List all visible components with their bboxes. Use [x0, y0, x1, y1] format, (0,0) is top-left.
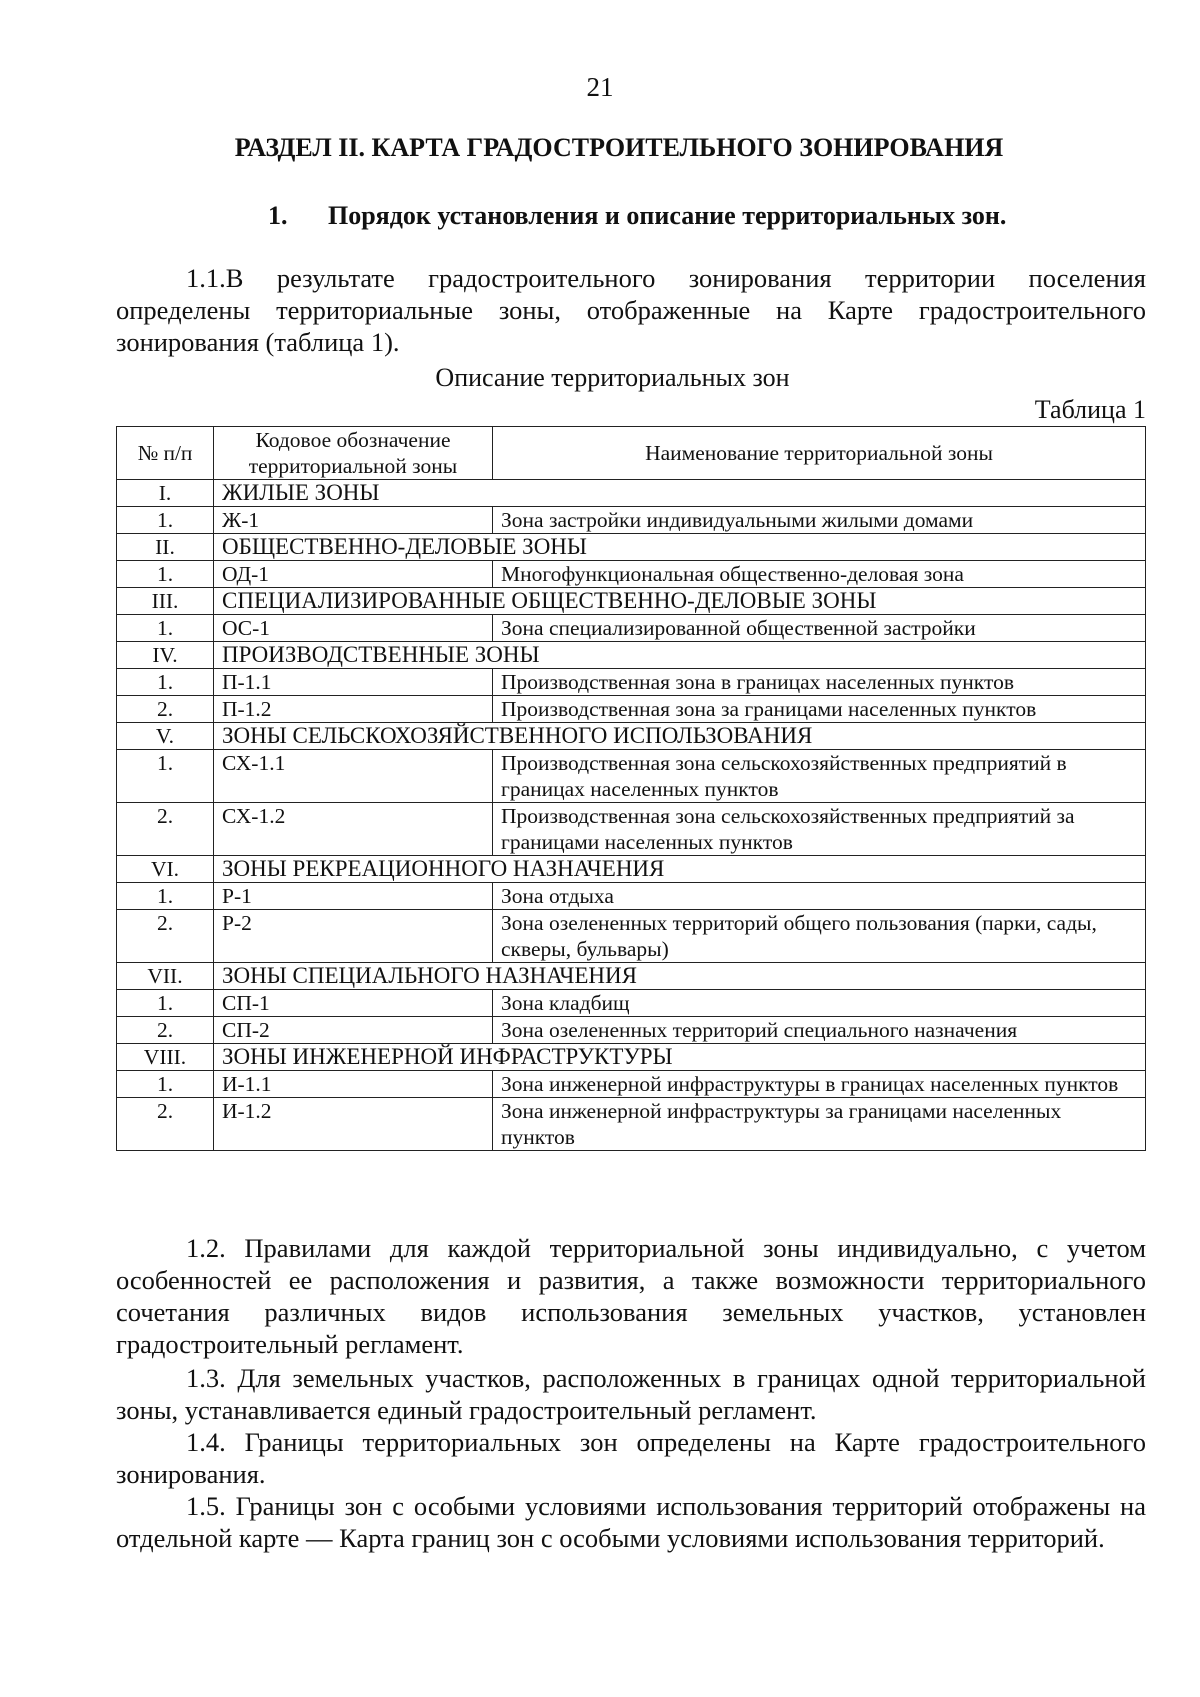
zone-name: Зона инженерной инфраструктуры за границами населенных пунктов — [493, 1098, 1146, 1151]
row-number: IV. — [117, 642, 214, 669]
table-section-row — [117, 642, 1146, 669]
row-number: VIII. — [117, 1044, 214, 1071]
subsection-number: 1. — [268, 201, 288, 230]
paragraph-1-1 — [116, 262, 1146, 358]
table-row — [117, 803, 1146, 856]
table-row — [117, 1071, 1146, 1098]
page-number: 21 — [586, 72, 614, 102]
table-section-row — [117, 588, 1146, 615]
paragraph-1-1-text: 1.1.В результате градостроительного зонирования территории поселения определены территориальные зоны, отображенные на Карте градостроительного зонирования (таблица 1). — [116, 263, 1146, 357]
zone-name: Зона отдыха — [493, 883, 1146, 910]
table-section-row — [117, 534, 1146, 561]
row-number: 2. — [117, 910, 214, 963]
row-number: 1. — [117, 615, 214, 642]
zone-name: Производственная зона сельскохозяйственных предприятий за границами населенных пунктов — [493, 803, 1146, 856]
table-row — [117, 750, 1146, 803]
zone-code: Р-1 — [214, 883, 493, 910]
zone-name: Производственная зона в границах населенных пунктов — [493, 669, 1146, 696]
zone-name: Зона озелененных территорий специального назначения — [493, 1017, 1146, 1044]
paragraph-1-3-text: 1.3. Для земельных участков, расположенных в границах одной территориальной зоны, устанавливается единый градостроительный регламент. — [116, 1363, 1146, 1425]
table-row — [117, 696, 1146, 723]
zone-code: П-1.1 — [214, 669, 493, 696]
zone-code: СП-2 — [214, 1017, 493, 1044]
row-number: 2. — [117, 803, 214, 856]
table-row — [117, 1098, 1146, 1151]
header-num: № п/п — [117, 427, 214, 480]
zone-code: И-1.1 — [214, 1071, 493, 1098]
zone-code: И-1.2 — [214, 1098, 493, 1151]
section-name: ЗОНЫ РЕКРЕАЦИОННОГО НАЗНАЧЕНИЯ — [214, 856, 1146, 883]
table-section-row — [117, 480, 1146, 507]
row-number: 2. — [117, 1017, 214, 1044]
zone-code: СХ-1.1 — [214, 750, 493, 803]
zone-code: Ж-1 — [214, 507, 493, 534]
row-number: VII. — [117, 963, 214, 990]
zone-code: ОС-1 — [214, 615, 493, 642]
zone-code: СХ-1.2 — [214, 803, 493, 856]
zone-code: Р-2 — [214, 910, 493, 963]
table-caption: Описание территориальных зон — [435, 363, 790, 392]
zone-name: Многофункциональная общественно-деловая зона — [493, 561, 1146, 588]
zone-code: СП-1 — [214, 990, 493, 1017]
row-number: III. — [117, 588, 214, 615]
table-section-row — [117, 1044, 1146, 1071]
paragraph-1-3 — [116, 1362, 1146, 1426]
subsection-title: Порядок установления и описание территориальных зон. — [328, 201, 1007, 230]
row-number: 1. — [117, 669, 214, 696]
paragraph-1-2-text: 1.2. Правилами для каждой территориальной зоны индивидуально, с учетом особенностей ее расположения и развития, а также возможности территориального сочетания различных видов использования земельных участков, установлен градостроительный регламент. — [116, 1233, 1146, 1359]
table-section-row — [117, 856, 1146, 883]
section-name: ПРОИЗВОДСТВЕННЫЕ ЗОНЫ — [214, 642, 1146, 669]
table-section-row — [117, 963, 1146, 990]
row-number: VI. — [117, 856, 214, 883]
row-number: 1. — [117, 750, 214, 803]
zone-name: Зона застройки индивидуальными жилыми домами — [493, 507, 1146, 534]
header-name: Наименование территориальной зоны — [493, 427, 1146, 480]
row-number: 1. — [117, 561, 214, 588]
row-number: 1. — [117, 507, 214, 534]
table-row — [117, 507, 1146, 534]
table-label: Таблица 1 — [1034, 395, 1146, 424]
table-row — [117, 990, 1146, 1017]
row-number: I. — [117, 480, 214, 507]
row-number: II. — [117, 534, 214, 561]
row-number: 1. — [117, 990, 214, 1017]
zone-name: Зона инженерной инфраструктуры в границах населенных пунктов — [493, 1071, 1146, 1098]
table-row — [117, 615, 1146, 642]
section-name: ЗОНЫ ИНЖЕНЕРНОЙ ИНФРАСТРУКТУРЫ — [214, 1044, 1146, 1071]
row-number: 2. — [117, 1098, 214, 1151]
zone-name: Зона специализированной общественной застройки — [493, 615, 1146, 642]
zone-code: П-1.2 — [214, 696, 493, 723]
zone-name: Зона кладбищ — [493, 990, 1146, 1017]
zone-name: Производственная зона сельскохозяйственных предприятий в границах населенных пунктов — [493, 750, 1146, 803]
header-code: Кодовое обозначение территориальной зоны — [214, 427, 493, 480]
zone-name: Зона озелененных территорий общего пользования (парки, сады, скверы, бульвары) — [493, 910, 1146, 963]
subsection-heading — [268, 201, 1006, 231]
section-title: РАЗДЕЛ II. КАРТА ГРАДОСТРОИТЕЛЬНОГО ЗОНИРОВАНИЯ — [234, 133, 1004, 162]
section-name: ОБЩЕСТВЕННО-ДЕЛОВЫЕ ЗОНЫ — [214, 534, 1146, 561]
row-number: 1. — [117, 1071, 214, 1098]
table-row — [117, 669, 1146, 696]
paragraph-1-2 — [116, 1232, 1146, 1360]
table-section-row — [117, 723, 1146, 750]
table-row — [117, 1017, 1146, 1044]
paragraph-1-5-text: 1.5. Границы зон с особыми условиями использования территорий отображены на отдельной карте — Карта границ зон с особыми условиями использования территорий. — [116, 1491, 1146, 1553]
row-number: 2. — [117, 696, 214, 723]
zone-name: Производственная зона за границами населенных пунктов — [493, 696, 1146, 723]
paragraph-1-4 — [116, 1426, 1146, 1490]
row-number: V. — [117, 723, 214, 750]
table-header-row — [117, 427, 1146, 480]
section-name: ЖИЛЫЕ ЗОНЫ — [214, 480, 1146, 507]
section-name: СПЕЦИАЛИЗИРОВАННЫЕ ОБЩЕСТВЕННО-ДЕЛОВЫЕ ЗОНЫ — [214, 588, 1146, 615]
table-row — [117, 910, 1146, 963]
zones-table — [116, 426, 1146, 1151]
table-row — [117, 883, 1146, 910]
row-number: 1. — [117, 883, 214, 910]
section-name: ЗОНЫ СПЕЦИАЛЬНОГО НАЗНАЧЕНИЯ — [214, 963, 1146, 990]
zone-code: ОД-1 — [214, 561, 493, 588]
paragraph-1-5 — [116, 1490, 1146, 1554]
table-row — [117, 561, 1146, 588]
section-name: ЗОНЫ СЕЛЬСКОХОЗЯЙСТВЕННОГО ИСПОЛЬЗОВАНИЯ — [214, 723, 1146, 750]
paragraph-1-4-text: 1.4. Границы территориальных зон определены на Карте градостроительного зонирования. — [116, 1427, 1146, 1489]
